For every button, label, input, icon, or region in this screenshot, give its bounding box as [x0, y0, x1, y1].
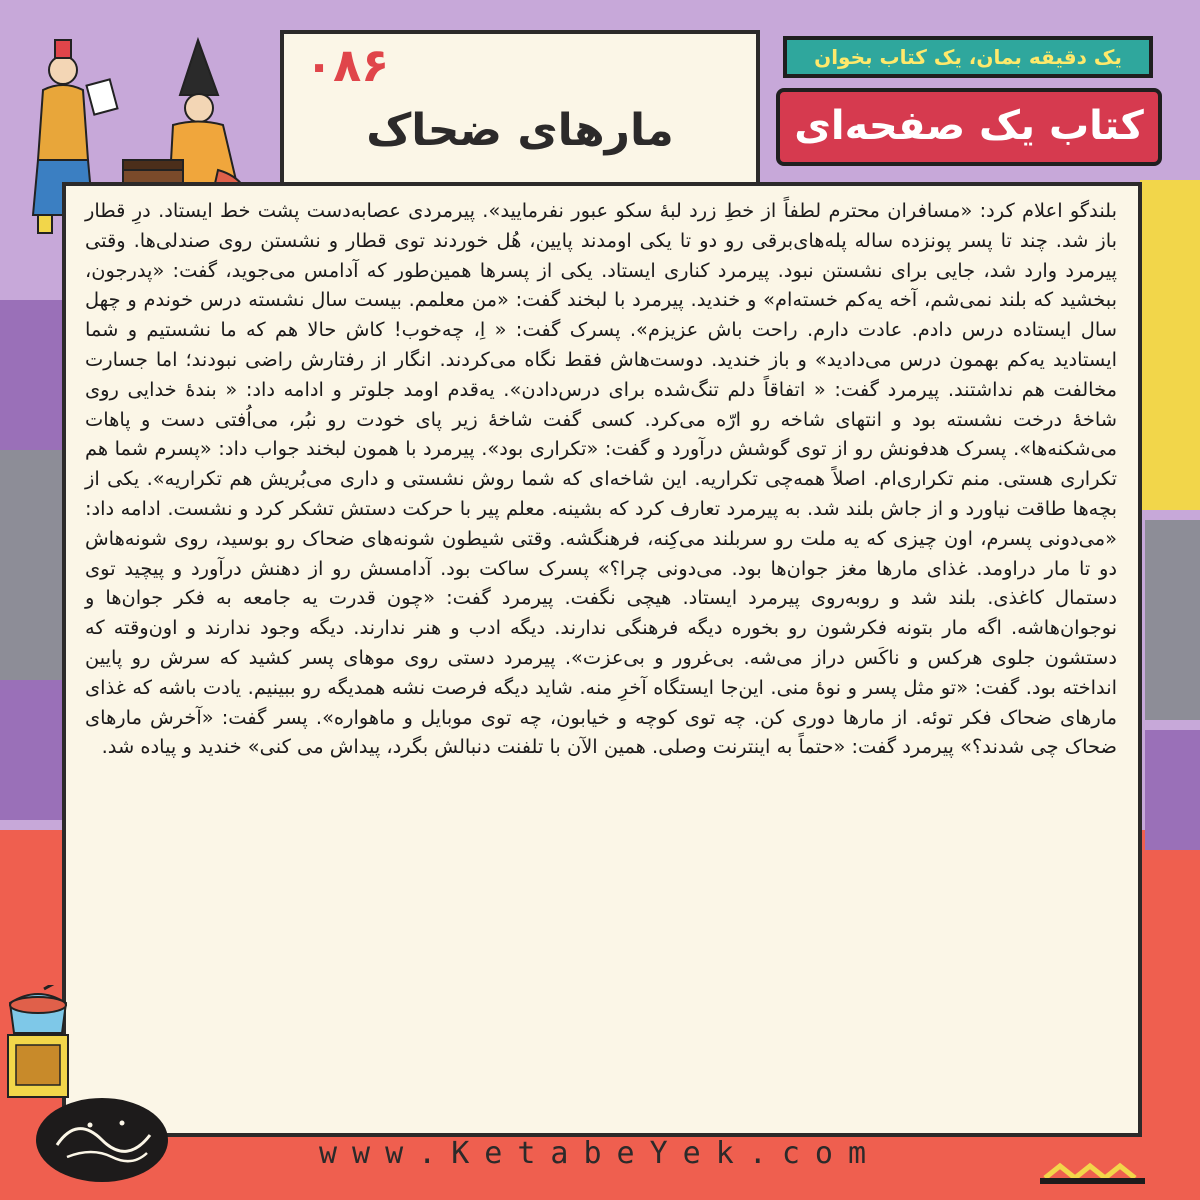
signature-seal-icon — [32, 1095, 172, 1185]
pencil-doodle-icon — [1040, 1158, 1150, 1188]
bg-gray-right-block — [1145, 520, 1200, 720]
page-title: مارهای ضحاک — [366, 105, 674, 156]
bg-yellow-block — [1140, 180, 1200, 510]
brand-slogan: یک دقیقه بمان، یک کتاب بخوان — [783, 36, 1153, 78]
issue-number: ۰۸۶ — [305, 38, 390, 92]
bg-purple-right-block — [1145, 730, 1200, 850]
brand-logo: کتاب یک صفحه‌ای — [776, 88, 1162, 166]
cooking-pot-icon — [2, 985, 74, 1100]
website-url: www.KetabeYek.com — [318, 1136, 882, 1171]
story-text: بلندگو اعلام کرد: «مسافران محترم لطفاً از خطِ زرد لبهٔ سکو عبور نفرمایید». پیرمردی عصابه‌دست پشت خط ایستاد. درِ قطار باز شد. چند تا پسر پونزده ساله پله‌های‌برقی رو دو تا یکی اومدند پایین، هُل خوردند توی قطار و نشستن روی صندلی‌ها. وقتی پیرمرد وارد شد، جایی برای نشستن نبود. پیرمرد کناری ایستاد. یکی از پسرها همین‌طور که آدامس می‌جوید، گفت: «پدرجون، ببخشید که بلند نمی‌شم، آخه یه‌کم خسته‌ام» و خندید. پیرمرد با لبخند گفت: «من معلمم. بیست سال نشسته درس خوندم و چهل سال ایستاده درس دادم. عادت دارم. راحت باش عزیزم». پسرک گفت: « اِ، چه‌خوب! کاش حالا هم که ما نشستیم و شما ایستادید یه‌کم بهمون درس می‌دادید» و باز خندید. دوست‌هاش فقط نگاه می‌کردند. انگار از رفتارش راضی نبودند؛ اما جسارت مخالفت هم نداشتند. پیرمرد گفت: « اتفاقاً دلم تنگ‌شده برای درس‌دادن». یه‌قدم اومد جلوتر و ادامه داد: « بندهٔ خدایی روی شاخهٔ درخت نشسته بود و انتهای شاخه رو ارّه می‌کرد. کسی گفت شاخهٔ زیر پای خودت رو نبُر، می‌اُفتی دست و پاهات می‌شکنه‌ها». پسرک هدفونش رو از توی گوشش درآورد و گفت: «تکراری بود». پیرمرد با همون لبخند جواب داد: «پسرم شما هم تکراری هستی. منم تکراری‌ام. اصلاً همه‌چی تکراریه. این شاخه‌ای که شما روش نشستی و داری می‌بُریش هم تکراریه». یکی از بچه‌ها طاقت نیاورد و از جاش بلند شد. به پیرمرد تعارف کرد که بشینه. معلم پیر با حرکت دستش تشکر کرد و نشست. ادامه داد: «می‌دونی پسرم، اون چیزی که یه ملت رو سربلند می‌کِنه، فرهنگشه. وقتی شیطون شونه‌های ضحاک رو بوسید، روی شونه‌هاش دو تا مار دراومد. غذای مارها مغز جوان‌ها بود. می‌دونی چرا؟» پسرک ساکت بود. آدامسش رو از دهنش درآورد و پیچید توی دستمال کاغذی. بلند شد و روبه‌روی پیرمرد ایستاد. هیچی نگفت. پیرمرد گفت: «چون قدرت یه جامعه به فکر جوان‌ها و نوجوان‌هاشه. اگه مار بتونه فکرشون رو بخوره دیگه فرهنگی ندارند. دیگه ادب و هنر ندارند. دیگه وجود ندارند و اون‌وقته که دستشون جلوی هرکس و ناکَس دراز می‌شه. بی‌غرور و بی‌عزت». پیرمرد دستی روی موهای پسر کشید که سرش رو پایین انداخته بود. گفت: «تو مثل پسر و نوهٔ منی. این‌جا ایستگاه آخرِ منه. شاید دیگه فرصت نشه همدیگه رو ببینیم. یادت باشه که غذای مارهای ضحاک فکر توئه. از مارها دوری کن. چه توی کوچه و خیابون، چه توی موبایل و ماهواره». پسر گفت: «آخرش مارهای ضحاک چی شدند؟» پیرمرد گفت: «حتماً به اینترنت وصلی. همین الآن با تلفنت دنبالش بگرد، پیداش می کنی» خندید و پیاده شد. — [85, 199, 1117, 759]
